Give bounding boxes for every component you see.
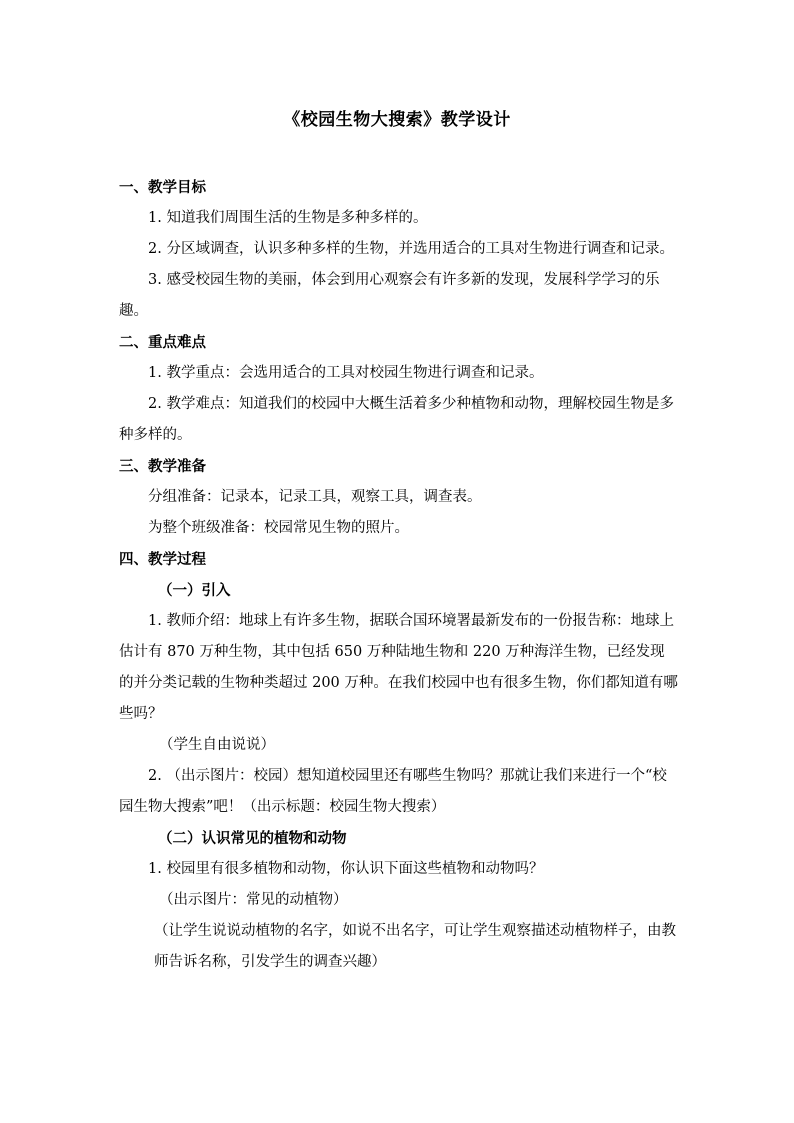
keypoint-item-2: 2. 教学难点：知道我们的校园中大概生活着多少种植物和动物，理解校园生物是多种多样的。 — [119, 396, 674, 443]
keypoint-item-1: 1. 教学重点：会选用适合的工具对校园生物进行调查和记录。 — [148, 365, 544, 381]
subheading-intro: （一）引入 — [158, 582, 231, 599]
goal-item-2: 2. 分区域调查，认识多种多样的生物，并选用适合的工具对生物进行调查和记录。 — [148, 241, 674, 257]
section-heading-prep: 三、教学准备 — [119, 458, 206, 475]
intro-paragraph-2: （学生自由说说） — [159, 737, 275, 753]
document-title: 《校园生物大搜索》教学设计 — [283, 110, 511, 130]
section-heading-process: 四、教学过程 — [119, 551, 206, 568]
recognize-paragraph-3: （让学生说说动植物的名字，如说不出名字，可让学生观察描述动植物样子，由教师告诉名称，引发学生的调查兴趣） — [154, 923, 676, 970]
goal-item-3: 3. 感受校园生物的美丽，体会到用心观察会有许多新的发现，发展科学学习的乐趣。 — [119, 272, 660, 319]
document-body — [119, 172, 679, 978]
section-heading-goals: 一、教学目标 — [119, 179, 206, 196]
goal-item-1: 1. 知道我们周围生活的生物是多种多样的。 — [148, 210, 428, 226]
intro-paragraph-3: 2. （出示图片：校园）想知道校园里还有哪些生物吗？那就让我们来进行一个“校园生物大搜索”吧！（出示标题：校园生物大搜索） — [119, 768, 667, 815]
subheading-recognize: （二）认识常见的植物和动物 — [158, 830, 347, 847]
prep-item-1: 分组准备：记录本，记录工具，观察工具，调查表。 — [148, 489, 482, 505]
prep-item-2: 为整个班级准备：校园常见生物的照片。 — [148, 520, 409, 536]
intro-paragraph-1: 1. 教师介绍：地球上有许多生物，据联合国环境署最新发布的一份报告称：地球上估计有 870 万种生物，其中包括 650 万种陆地生物和 220 万种海洋生物，已经发现的并分类记载的生物种类超过 200 万种。在我们校园中也有很多生物，你们都知道有哪些吗？ — [119, 613, 678, 722]
recognize-paragraph-1: 1. 校园里有很多植物和动物，你认识下面这些植物和动物吗？ — [148, 861, 544, 877]
recognize-paragraph-2: （出示图片：常见的动植物） — [159, 892, 348, 908]
section-heading-keypoints: 二、重点难点 — [119, 334, 206, 351]
